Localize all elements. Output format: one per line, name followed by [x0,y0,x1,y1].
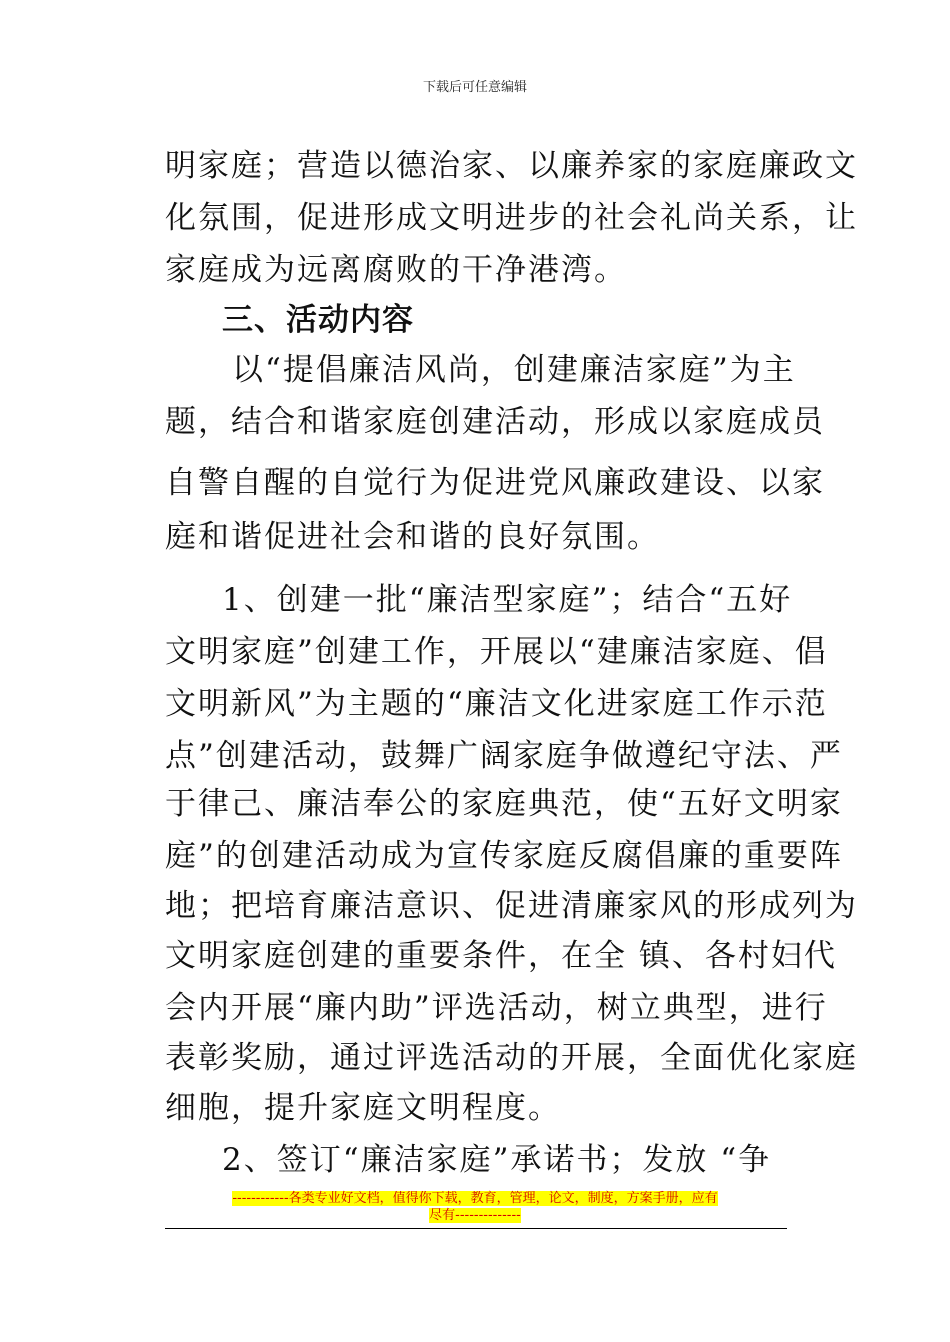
body-line: 庭和谐促进社会和谐的良好氛围。 [165,519,660,555]
page-header: 下载后可任意编辑 [422,80,527,95]
body-line: 以“提倡廉洁风尚，创建廉洁家庭”为主 [232,352,796,388]
body-line: 文明家庭”创建工作，开展以“建廉洁家庭、倡 [165,634,828,670]
body-line: 2、签订“廉洁家庭”承诺书；发放 “争 [222,1142,772,1178]
body-line: 文明家庭创建的重要条件，在全 镇、各村妇代 [165,938,837,974]
body-line: 文明新风”为主题的“廉洁文化进家庭工作示范 [165,686,828,722]
body-line: 1、创建一批“廉洁型家庭”；结合“五好 [222,582,793,618]
body-line: 明家庭；营造以德治家、以廉养家的家庭廉政文 [165,148,858,184]
body-line: 细胞，提升家庭文明程度。 [165,1090,561,1126]
body-line: 庭”的创建活动成为宣传家庭反腐倡廉的重要阵 [165,838,843,874]
footer-banner-line: 尽有-------------- [429,1208,521,1223]
body-line: 题，结合和谐家庭创建活动，形成以家庭成员 [165,404,825,440]
section-heading: 三、活动内容 [222,302,414,338]
body-line: 自警自醒的自觉行为促进党风廉政建设、以家 [165,465,825,501]
body-line: 表彰奖励，通过评选活动的开展，全面优化家庭 [165,1040,858,1076]
footer-banner [165,1190,785,1224]
body-line: 点”创建活动，鼓舞广阔家庭争做遵纪守法、严 [165,738,843,774]
body-line: 化氛围，促进形成文明进步的社会礼尚关系，让 [165,200,858,236]
footer-divider [165,1228,787,1229]
body-line: 家庭成为远离腐败的干净港湾。 [165,252,627,288]
body-line: 地；把培育廉洁意识、促进清廉家风的形成列为 [165,888,858,924]
body-line: 会内开展“廉内助”评选活动，树立典型，进行 [165,990,828,1026]
footer-banner-line: ------------各类专业好文档，值得你下载，教育，管理，论文，制度，方案手册，应有 [232,1191,718,1206]
body-line: 于律己、廉洁奉公的家庭典范，使“五好文明家 [165,786,843,822]
